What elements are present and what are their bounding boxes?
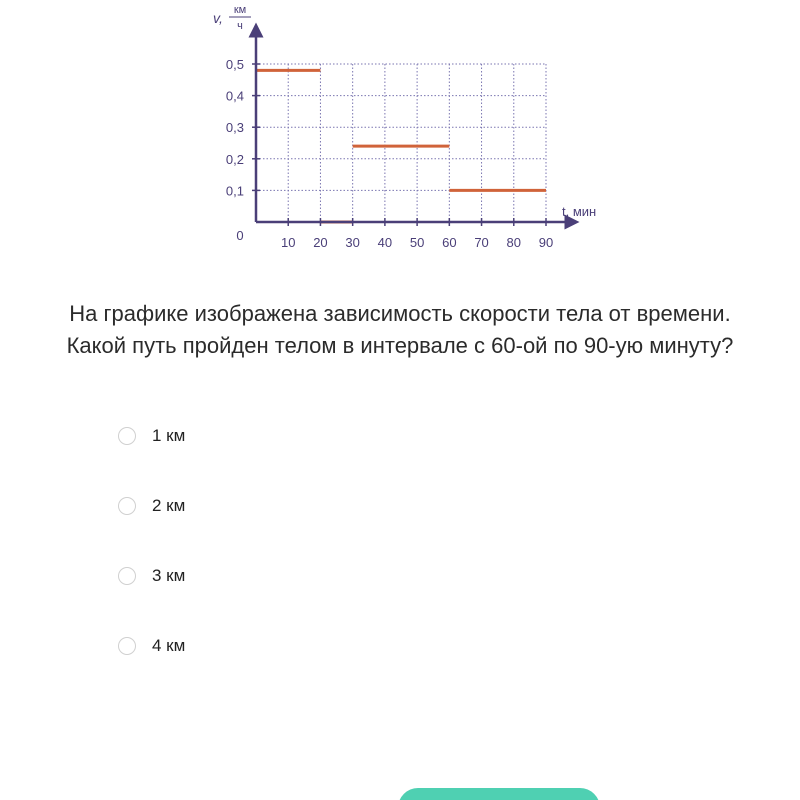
y-axis-unit-numerator: км — [233, 4, 247, 16]
y-tick-label: 0,2 — [225, 151, 244, 167]
answer-option-1[interactable] — [118, 424, 185, 448]
answer-option-4[interactable] — [118, 634, 185, 658]
y-tick-label: 0,3 — [225, 120, 244, 136]
y-tick-label: 0,1 — [225, 183, 244, 199]
y-axis-unit-denominator: ч — [237, 20, 243, 32]
x-tick-label: 20 — [313, 235, 328, 250]
x-tick-label: 90 — [538, 235, 554, 250]
answer-options — [118, 424, 185, 704]
x-tick-label: 80 — [506, 235, 522, 250]
x-tick-label: 10 — [280, 235, 296, 250]
chart-series — [256, 70, 546, 222]
radio-button[interactable] — [118, 637, 136, 655]
x-tick-label: 50 — [409, 235, 425, 250]
x-tick-label: 60 — [442, 235, 457, 250]
radio-button[interactable] — [118, 497, 136, 515]
radio-button[interactable] — [118, 427, 136, 445]
chart-grid — [256, 64, 546, 222]
answer-label: 4 км — [152, 636, 186, 655]
answer-label: 2 км — [152, 496, 186, 515]
x-axis-label: t, мин — [562, 204, 597, 219]
question-text — [0, 298, 800, 362]
y-tick-label: 0,4 — [225, 88, 244, 104]
x-tick-label: 70 — [474, 235, 489, 250]
question-line-1: На графике изображена зависимость скорости тела от времени. — [69, 301, 731, 326]
y-tick-label: 0,5 — [225, 57, 244, 72]
x-tick-label: 30 — [345, 235, 360, 250]
velocity-time-chart — [0, 0, 800, 270]
answer-option-2[interactable] — [118, 494, 185, 518]
answer-label: 3 км — [152, 566, 186, 585]
submit-button[interactable] — [398, 788, 600, 800]
answer-option-3[interactable] — [118, 564, 185, 588]
question-line-2: Какой путь пройден телом в интервале с 60-ой по 90-ую минуту? — [66, 333, 734, 358]
answer-label: 1 км — [152, 426, 186, 445]
origin-label: 0 — [236, 228, 244, 243]
radio-button[interactable] — [118, 567, 136, 585]
chart-axes — [252, 30, 572, 226]
y-axis-label-prefix: v, — [213, 10, 223, 26]
x-tick-label: 40 — [377, 235, 393, 250]
